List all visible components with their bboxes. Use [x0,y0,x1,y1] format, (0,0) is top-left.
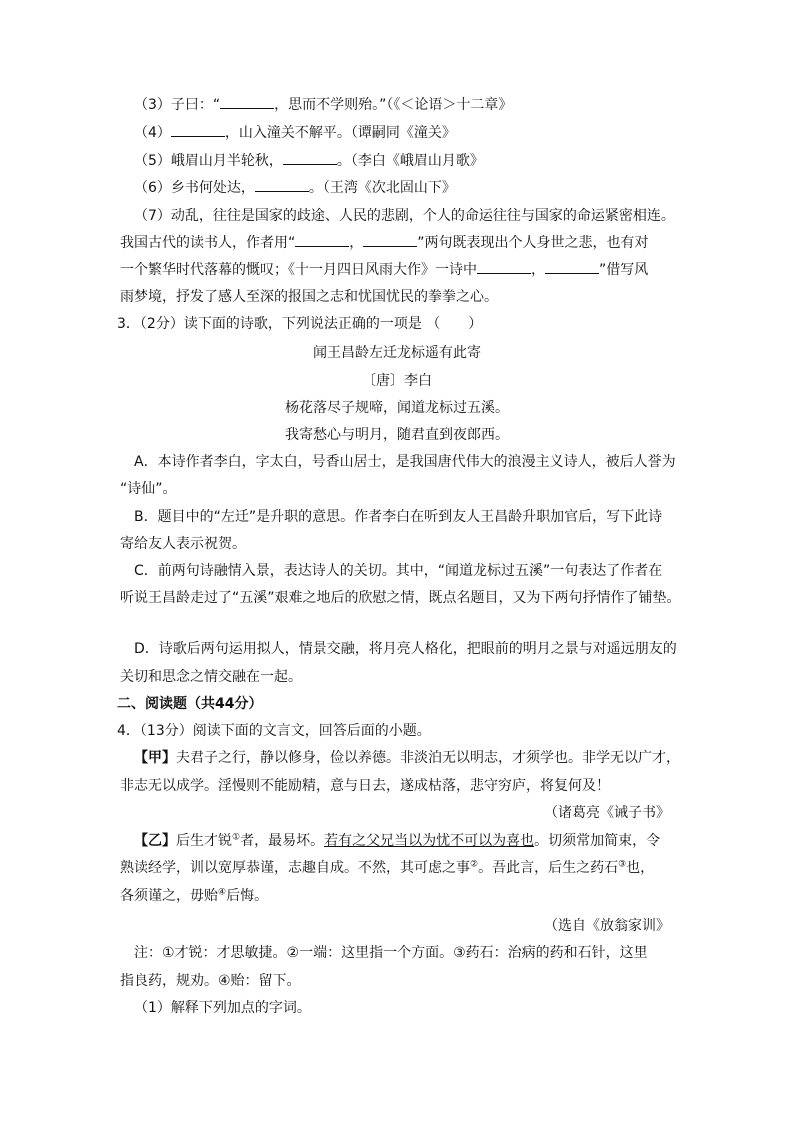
answer-blank[interactable] [171,123,225,137]
option-b[interactable]: B．题目中的“左迁”是升职的意思。作者李白在听到友人王昌龄升职加官后，写下此诗 [134,509,663,525]
answer-blank[interactable] [545,260,599,274]
item-7-line1: （7）动乱，往往是国家的歧途、人民的悲剧，个人的命运往往与国家的命运紧密相连。 [134,208,675,224]
answer-blank[interactable] [477,260,531,274]
passage-jia-line1: 【甲】夫君子之行，静以修身，俭以养德。非淡泊无以明志，才须学也。非学无以广才， [134,750,680,766]
option-d[interactable]: D．诗歌后两句运用拟人，情景交融，将月亮人格化，把眼前的明月之景与对遥远朋友的 [134,641,677,657]
answer-blank[interactable] [363,233,417,247]
answer-blank[interactable] [283,151,337,165]
option-c-cont: 听说王昌龄走过了“五溪”艰难之地后的欣慰之情，既点名题目，又为下两句抒情作了铺垫。 [120,590,681,606]
sub-question-1: （1）解释下列加点的字词。 [134,1000,311,1016]
item-7-line2: 我国古代的读书人，作者用“ ， ”两句既表现出个人身世之悲，也有对 [120,235,649,251]
item-6: （6）乡书何处达， 。（王湾《次北固山下》 [134,180,456,196]
item-4: （4） ，山入潼关不解平。（谭嗣同《潼关》 [134,125,456,141]
passage-jia-source: （诸葛亮《诫子书》 [544,805,670,821]
question-3-stem: 3．（2分）读下面的诗歌，下列说法正确的一项是 （ ） [117,316,483,332]
poem-title: 闻王昌龄左迁龙标遥有此寄 [313,345,481,361]
notes-line2: 指良药，规劝。④贻：留下。 [120,973,301,989]
item-5: （5）峨眉山月半轮秋， 。（李白《峨眉山月歌》 [134,153,484,169]
passage-yi-source: （选自《放翁家训》 [544,918,670,934]
option-b-cont: 寄给友人表示祝贺。 [120,536,246,552]
item-7-line3: 一个繁华时代落幕的慨叹；《十一月四日风雨大作》一诗中 ， ”借写风 [120,262,649,278]
passage-yi-line2: 熟读经学，训以宽厚恭谨，志趣自成。不然，其可虑之事②。吾此言，后生之药石③也， [120,859,655,876]
question-4-stem: 4．（13分）阅读下面的文言文，回答后面的小题。 [117,723,431,739]
notes-line1: 注：①才锐：才思敏捷。②一端：这里指一个方面。③药石：治病的药和石针，这里 [134,945,648,961]
passage-yi-line1: 【乙】后生才锐①者，最易坏。若有之父兄当以为忧不可以为喜也。切须常加简束，令 [134,832,661,849]
option-c[interactable]: C．前两句诗融情入景，表达诗人的关切。其中，“闻道龙标过五溪”一句表达了作者在 [134,563,663,579]
option-d-cont: 关切和思念之情交融在一起。 [120,669,302,685]
poem-line-1: 杨花落尽子规啼，闻道龙标过五溪。 [285,400,509,416]
item-3: （3）子曰：“ ，思而不学则殆。”（《＜论语＞十二章》 [134,97,513,113]
poem-author: 〔唐〕李白 [362,373,432,389]
option-a[interactable]: A．本诗作者李白，字太白，号香山居士，是我国唐代伟大的浪漫主义诗人，被后人誉为 [134,454,676,470]
section-heading: 二、阅读题（共44分） [117,696,263,712]
option-a-cont: “诗仙”。 [120,481,177,497]
poem-line-2: 我寄愁心与明月，随君直到夜郎西。 [285,427,509,443]
passage-jia-line2: 非志无以成学。淫慢则不能励精，意与日去，遂成枯落，悲守穷庐，将复何及！ [120,778,610,794]
answer-blank[interactable] [220,95,274,109]
underlined-sentence: 若有之父兄当以为忧不可以为喜也 [324,833,535,849]
answer-blank[interactable] [255,178,309,192]
passage-yi-line3: 各须谨之，毋贻④后悔。 [120,887,269,904]
item-7-line4: 雨梦境，抒发了感人至深的报国之志和忧国忧民的拳拳之心。 [120,289,498,305]
answer-blank[interactable] [295,233,349,247]
